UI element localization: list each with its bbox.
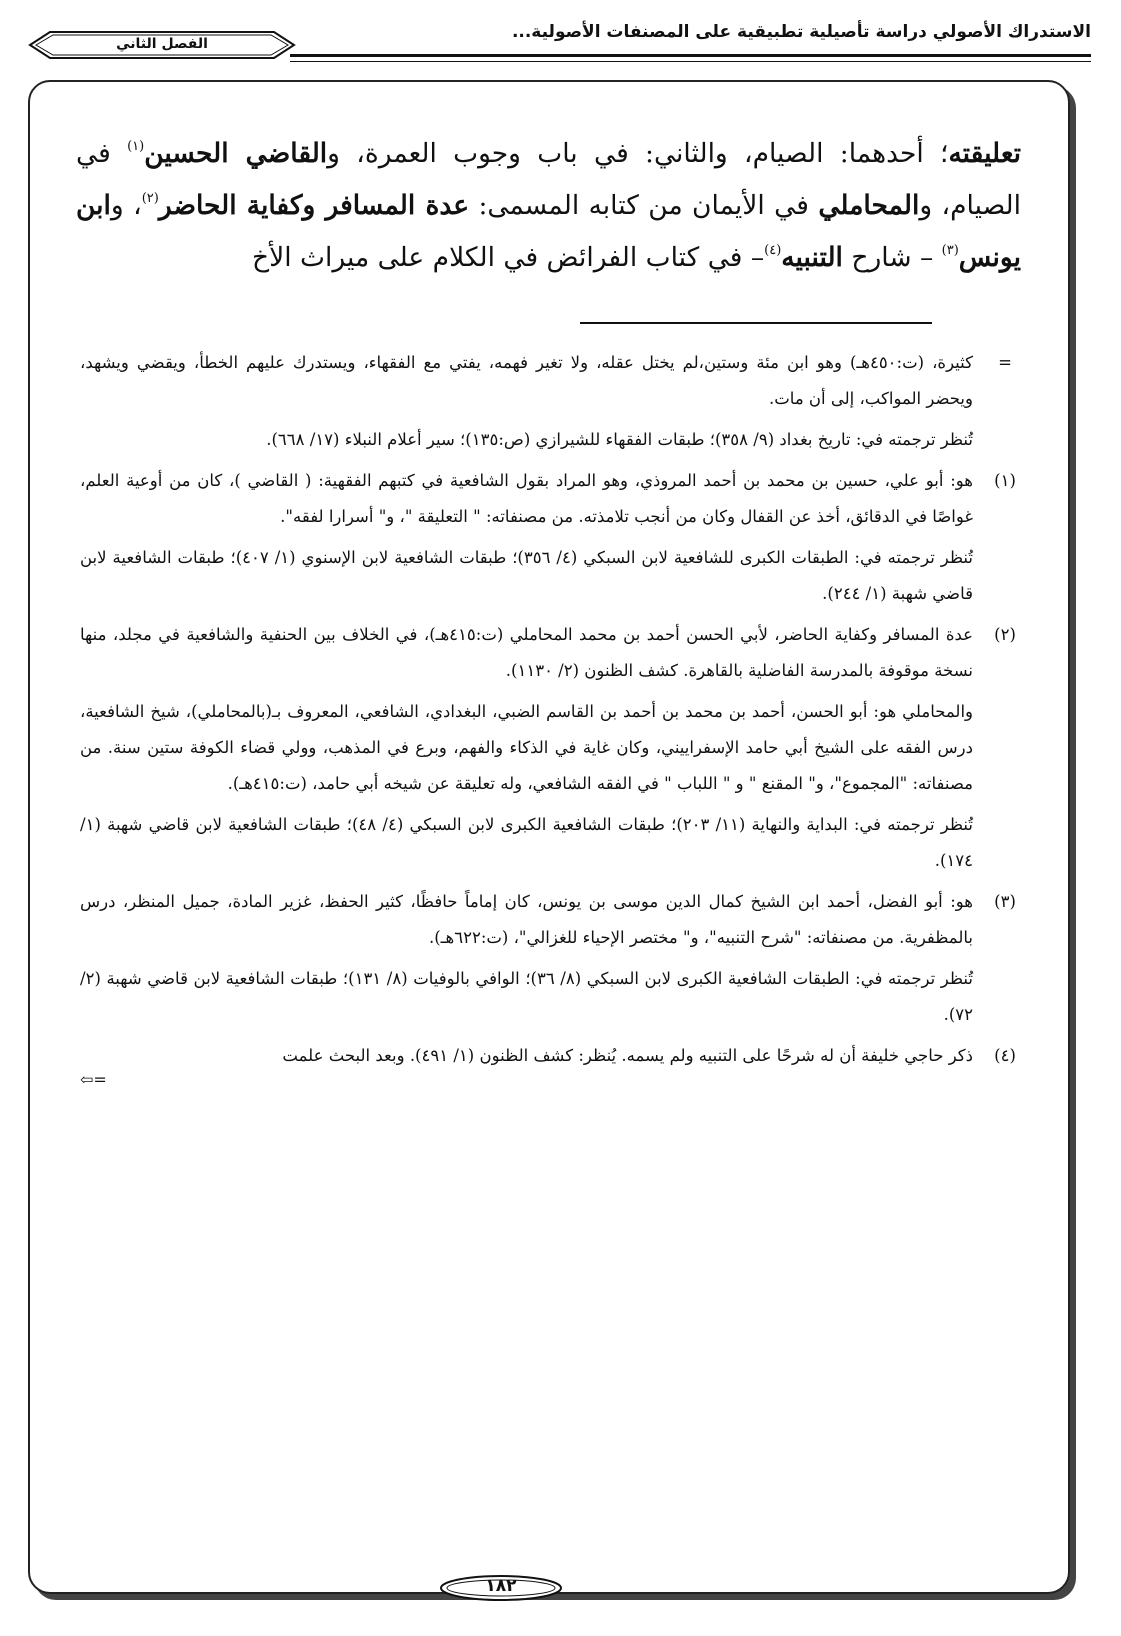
page-header xyxy=(0,0,1121,70)
footnote-1 xyxy=(80,463,1025,612)
footnote-number: (٢) xyxy=(994,625,1016,644)
footnote-2 xyxy=(80,617,1025,879)
footnote-paragraph: عدة المسافر وكفاية الحاضر، لأبي الحسن أحمد بن محمد المحاملي (ت:٤١٥هـ)، في الخلاف بين الحنفية والشافعية في مجلد، منها نسخة موقوفة بالمدرسة الفاضلية بالقاهرة. كشف الظنون (٢/ ١١٣٠). xyxy=(80,625,974,680)
term-taliqah: تعليقته xyxy=(948,138,1021,169)
term-ibn-yunus: ابن يونس xyxy=(76,190,1021,273)
chapter-tag xyxy=(28,30,296,60)
main-text-run: – في كتاب الفرائض في الكلام على ميراث الأخ xyxy=(252,242,765,273)
footnote-number: (١) xyxy=(994,471,1016,490)
main-text-run: في الصيام، و xyxy=(76,138,1021,221)
footnote-3 xyxy=(80,884,1025,1033)
footnote-paragraph: تُنظر ترجمته في: البداية والنهاية (١١/ ٢٠٣)؛ طبقات الشافعية الكبرى لابن السبكي (٤/ ٤٨)؛ طبقات الشافعية لابن قاضي شهبة (١/ ١٧٤). xyxy=(80,815,973,870)
main-text xyxy=(76,128,1021,284)
page-number: ١٨٢ xyxy=(485,1576,517,1596)
footnote-number: (٣) xyxy=(994,892,1016,911)
term-qadi-husayn: القاضي الحسين xyxy=(144,138,328,169)
header-rule-thin xyxy=(290,61,1091,62)
header-rule-thick xyxy=(290,54,1091,57)
footnote-ref-2: (٢) xyxy=(141,191,159,206)
term-tanbih: التنبيه xyxy=(781,242,843,273)
page-number-badge xyxy=(438,1573,564,1603)
footnote-paragraph: تُنظر ترجمته في: تاريخ بغداد (٩/ ٣٥٨)؛ طبقات الفقهاء للشيرازي (ص:١٣٥)؛ سير أعلام النبلاء (١٧/ ٦٦٨). xyxy=(266,430,973,449)
footnote-separator xyxy=(580,322,932,324)
footnote-paragraph: تُنظر ترجمته في: الطبقات الكبرى للشافعية لابن السبكي (٤/ ٣٥٦)؛ طبقات الشافعية لابن الإسنوي (١/ ٤٠٧)؛ طبقات الشافعية لابن قاضي شهبة (١/ ٢٤٤). xyxy=(80,548,973,603)
footnote-number: (٤) xyxy=(994,1046,1016,1065)
footnote-ref-3: (٣) xyxy=(941,243,959,258)
term-mahamili: المحاملي xyxy=(818,190,920,221)
book-title: الاستدراك الأصولي دراسة تأصيلية تطبيقية على المصنفات الأصولية... xyxy=(511,22,1091,42)
footnote-ref-1: (١) xyxy=(127,139,145,154)
footnote-paragraph: هو: أبو الفضل، أحمد ابن الشيخ كمال الدين موسى بن يونس، كان إماماً حافظًا، كثير الحفظ، غزير المادة، جميل المنظر، درس بالمظفرية. من مصنفاته: "شرح التنبيه"، و" مختصر الإحياء للغزالي"، (ت:٦٢٢هـ). xyxy=(80,892,973,947)
footnote-4 xyxy=(80,1038,1025,1087)
footnote-continued xyxy=(80,345,1025,458)
main-text-run: ، و xyxy=(110,190,142,221)
term-book-title: عدة المسافر وكفاية الحاضر xyxy=(158,190,470,221)
footnote-ref-4: (٤) xyxy=(764,243,782,258)
main-text-run: في الأيمان من كتابه المسمى: xyxy=(469,190,819,221)
footnote-paragraph: تُنظر ترجمته في: الطبقات الشافعية الكبرى لابن السبكي (٨/ ٣٦)؛ الوافي بالوفيات (٨/ ١٣١)؛ طبقات الشافعية لابن قاضي شهبة (٢/ ٧٢). xyxy=(80,969,973,1024)
footnote-paragraph: هو: أبو علي، حسين بن محمد بن أحمد المروذي، وهو المراد بقول الشافعية في كتبهم الفقهية: ( القاضي )، كان من أوعية العلم، غواصًا في الدقائق، أخذ عن القفال وكان من أنجب تلامذته. من مصنفاته: " التعليقة "، و" أسرارا لفقه". xyxy=(80,471,973,526)
footnotes xyxy=(80,345,1025,1092)
main-text-run: ؛ أحدهما: الصيام، والثاني: في باب وجوب العمرة، و xyxy=(327,138,949,169)
continues-next-page-mark: =⇦ xyxy=(80,1070,107,1089)
main-text-run: – شارح xyxy=(842,242,942,273)
chapter-label: الفصل الثاني xyxy=(116,36,208,52)
footnote-paragraph: والمحاملي هو: أبو الحسن، أحمد بن محمد بن أحمد بن القاسم الضبي، البغدادي، الشافعي، المعروف بـ(بالمحاملي)، شيخ الشافعية، درس الفقه على الشيخ أبي حامد الإسفراييني، وكان غاية في الذكاء والفهم، وبرع في المذهب، وولي قضاء الكوفة ستين سنة. من مصنفاته: "المجموع"، و" المقنع " و " اللباب " في الفقه الشافعي، وله تعليقة عن شيخه أبي حامد، (ت:٤١٥هـ). xyxy=(80,702,973,793)
footnote-paragraph: كثيرة، (ت:٤٥٠هـ) وهو ابن مئة وستين،لم يختل عقله، ولا تغير فهمه، يفتي مع الفقهاء، ويستدرك عليهم الخطأ، ويقضي ويشهد، ويحضر المواكب، إلى أن مات. xyxy=(80,353,973,408)
footnote-paragraph: ذكر حاجي خليفة أن له شرحًا على التنبيه ولم يسمه. يُنظر: كشف الظنون (١/ ٤٩١). وبعد البحث علمت xyxy=(282,1046,973,1065)
continuation-mark: = xyxy=(998,353,1012,372)
